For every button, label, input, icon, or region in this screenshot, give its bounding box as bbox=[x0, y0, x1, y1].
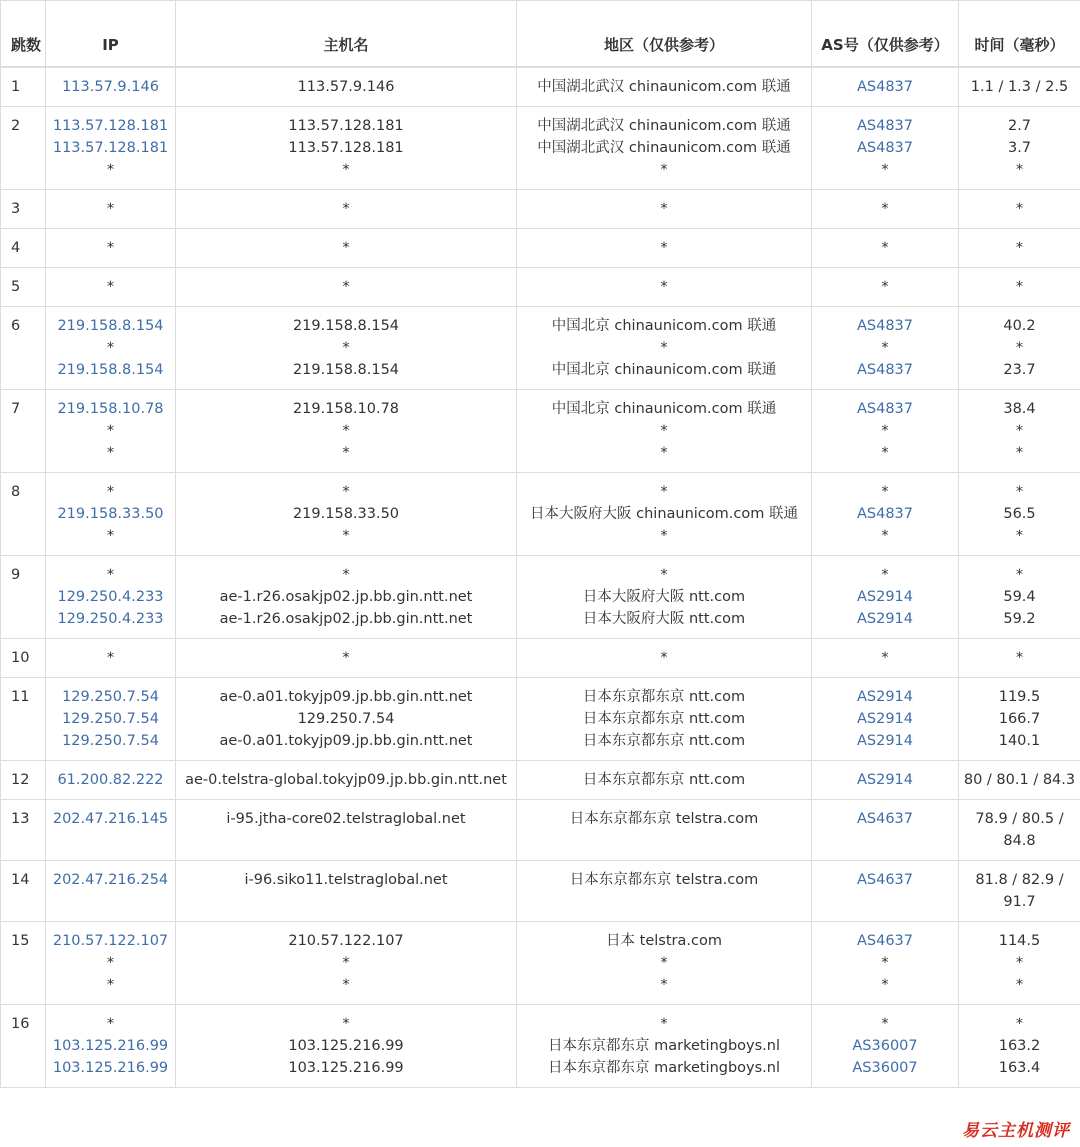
hop-number: 3 bbox=[1, 190, 46, 229]
hostname-cell bbox=[176, 473, 517, 556]
hop-number: 4 bbox=[1, 229, 46, 268]
cell-line: 219.158.33.50 bbox=[292, 506, 400, 522]
table-row bbox=[1, 268, 1080, 307]
time-cell bbox=[959, 556, 1080, 639]
hop-number: 16 bbox=[1, 1005, 46, 1088]
asn-link[interactable]: AS4637 bbox=[856, 811, 914, 827]
cell-line: * bbox=[660, 955, 668, 971]
cell-line: * bbox=[881, 240, 889, 256]
region-cell bbox=[517, 67, 812, 107]
cell-line: * bbox=[660, 201, 668, 217]
asn-link[interactable]: AS2914 bbox=[856, 611, 914, 627]
asn-cell bbox=[812, 639, 959, 678]
ip-cell bbox=[46, 473, 176, 556]
ip-cell bbox=[46, 229, 176, 268]
asn-cell bbox=[812, 473, 959, 556]
watermark-logo: 易云主机测评 bbox=[962, 1121, 1070, 1141]
time-cell bbox=[959, 268, 1080, 307]
ip-link[interactable]: 103.125.216.99 bbox=[52, 1060, 169, 1076]
hostname-cell bbox=[176, 800, 517, 861]
region-cell bbox=[517, 1005, 812, 1088]
asn-link[interactable]: AS2914 bbox=[856, 772, 914, 788]
ip-cell bbox=[46, 639, 176, 678]
ip-link[interactable]: 219.158.8.154 bbox=[57, 362, 164, 378]
hostname-cell bbox=[176, 761, 517, 800]
cell-line: * bbox=[106, 340, 115, 356]
asn-cell bbox=[812, 107, 959, 190]
cell-line: * bbox=[881, 445, 889, 461]
table-body bbox=[1, 67, 1080, 1088]
cell-line: 129.250.7.54 bbox=[297, 711, 395, 727]
cell-line: * bbox=[106, 528, 115, 544]
cell-line: * bbox=[660, 1016, 668, 1032]
cell-line: * bbox=[1015, 340, 1024, 356]
time-cell bbox=[959, 229, 1080, 268]
cell-line: * bbox=[106, 162, 115, 178]
cell-line: * bbox=[1015, 977, 1024, 993]
asn-link[interactable]: AS4837 bbox=[856, 318, 914, 334]
cell-line: 日本东京都东京 telstra.com bbox=[569, 811, 759, 827]
header-time: 时间（毫秒） bbox=[959, 1, 1080, 68]
region-cell bbox=[517, 678, 812, 761]
cell-line: 40.2 bbox=[1003, 318, 1036, 334]
cell-line: 59.4 bbox=[1003, 589, 1036, 605]
cell-line: ae-1.r26.osakjp02.jp.bb.gin.ntt.net bbox=[219, 589, 473, 605]
cell-line: * bbox=[106, 650, 115, 666]
cell-line: 219.158.8.154 bbox=[292, 318, 400, 334]
time-cell bbox=[959, 473, 1080, 556]
hostname-cell bbox=[176, 861, 517, 922]
asn-cell bbox=[812, 190, 959, 229]
cell-line: * bbox=[881, 955, 889, 971]
hop-number: 12 bbox=[1, 761, 46, 800]
cell-line: * bbox=[342, 445, 350, 461]
ip-link[interactable]: 219.158.10.78 bbox=[57, 401, 164, 417]
cell-line: 日本大阪府大阪 ntt.com bbox=[582, 611, 746, 627]
ip-link[interactable]: 202.47.216.254 bbox=[52, 872, 169, 888]
region-cell bbox=[517, 190, 812, 229]
asn-link[interactable]: AS36007 bbox=[852, 1038, 918, 1054]
cell-line: 日本大阪府大阪 ntt.com bbox=[582, 589, 746, 605]
header-hostname: 主机名 bbox=[176, 1, 517, 68]
cell-line: 113.57.9.146 bbox=[297, 79, 395, 95]
asn-cell bbox=[812, 761, 959, 800]
hostname-cell bbox=[176, 307, 517, 390]
ip-link[interactable]: 113.57.128.181 bbox=[52, 140, 169, 156]
time-cell bbox=[959, 678, 1080, 761]
ip-link[interactable]: 202.47.216.145 bbox=[52, 811, 169, 827]
ip-cell bbox=[46, 390, 176, 473]
cell-line: * bbox=[342, 650, 350, 666]
cell-line: * bbox=[881, 201, 889, 217]
cell-line: 日本东京都东京 marketingboys.nl bbox=[547, 1060, 781, 1076]
hostname-cell bbox=[176, 229, 517, 268]
cell-line: * bbox=[342, 279, 350, 295]
cell-line: * bbox=[342, 240, 350, 256]
cell-line: 219.158.10.78 bbox=[292, 401, 400, 417]
cell-line: 163.4 bbox=[998, 1060, 1041, 1076]
cell-line: * bbox=[660, 423, 668, 439]
asn-link[interactable]: AS2914 bbox=[856, 589, 914, 605]
cell-line: 日本大阪府大阪 chinaunicom.com 联通 bbox=[530, 506, 798, 522]
cell-line: * bbox=[106, 240, 115, 256]
hostname-cell bbox=[176, 268, 517, 307]
header-region: 地区（仅供参考） bbox=[517, 1, 812, 68]
ip-cell bbox=[46, 67, 176, 107]
cell-line: * bbox=[881, 340, 889, 356]
ip-link[interactable]: 113.57.128.181 bbox=[52, 118, 169, 134]
table-row bbox=[1, 473, 1080, 556]
asn-cell bbox=[812, 229, 959, 268]
cell-line: * bbox=[1015, 484, 1024, 500]
cell-line: * bbox=[1015, 528, 1024, 544]
table-row bbox=[1, 390, 1080, 473]
hop-number: 13 bbox=[1, 800, 46, 861]
hop-number: 8 bbox=[1, 473, 46, 556]
ip-cell bbox=[46, 922, 176, 1005]
ip-link[interactable]: 103.125.216.99 bbox=[52, 1038, 169, 1054]
table-row bbox=[1, 861, 1080, 922]
cell-line: 中国北京 chinaunicom.com 联通 bbox=[551, 362, 777, 378]
table-row bbox=[1, 678, 1080, 761]
cell-line: 日本东京都东京 ntt.com bbox=[582, 711, 746, 727]
region-cell bbox=[517, 922, 812, 1005]
asn-cell bbox=[812, 678, 959, 761]
cell-line: * bbox=[1015, 650, 1024, 666]
cell-line: ae-0.telstra-global.tokyjp09.jp.bb.gin.ntt.net bbox=[185, 772, 507, 788]
cell-line: 日本 telstra.com bbox=[606, 933, 722, 949]
table-row bbox=[1, 307, 1080, 390]
cell-line: * bbox=[342, 201, 350, 217]
cell-line: 23.7 bbox=[1003, 362, 1036, 378]
cell-line: * bbox=[342, 484, 350, 500]
asn-link[interactable]: AS4837 bbox=[856, 401, 914, 417]
hostname-cell bbox=[176, 556, 517, 639]
header-ip: IP bbox=[46, 1, 176, 68]
time-cell bbox=[959, 761, 1080, 800]
time-cell bbox=[959, 390, 1080, 473]
cell-line: * bbox=[660, 240, 668, 256]
table-row bbox=[1, 639, 1080, 678]
cell-line: * bbox=[881, 650, 889, 666]
time-cell bbox=[959, 861, 1080, 922]
region-cell bbox=[517, 761, 812, 800]
ip-link[interactable]: 129.250.7.54 bbox=[62, 711, 159, 727]
cell-line: 日本东京都东京 telstra.com bbox=[569, 872, 759, 888]
ip-cell bbox=[46, 190, 176, 229]
region-cell bbox=[517, 556, 812, 639]
ip-link[interactable]: 129.250.4.233 bbox=[57, 611, 164, 627]
table-row bbox=[1, 107, 1080, 190]
cell-line: 1.1 / 1.3 / 2.5 bbox=[970, 79, 1069, 95]
ip-cell bbox=[46, 761, 176, 800]
region-cell bbox=[517, 639, 812, 678]
table-row bbox=[1, 190, 1080, 229]
cell-line: * bbox=[106, 567, 115, 583]
cell-line: * bbox=[1015, 201, 1024, 217]
cell-line: 日本东京都东京 ntt.com bbox=[582, 772, 746, 788]
cell-line: * bbox=[881, 162, 889, 178]
asn-link[interactable]: AS36007 bbox=[852, 1060, 918, 1076]
hop-number: 15 bbox=[1, 922, 46, 1005]
cell-line: * bbox=[1015, 240, 1024, 256]
asn-link[interactable]: AS4637 bbox=[856, 933, 914, 949]
cell-line: 2.7 bbox=[1007, 118, 1032, 134]
region-cell bbox=[517, 107, 812, 190]
asn-link[interactable]: AS4637 bbox=[856, 872, 914, 888]
asn-cell bbox=[812, 67, 959, 107]
asn-cell bbox=[812, 1005, 959, 1088]
cell-line: 80 / 80.1 / 84.3 bbox=[963, 772, 1076, 788]
hop-number: 6 bbox=[1, 307, 46, 390]
cell-line: 119.5 bbox=[998, 689, 1041, 705]
cell-line: 219.158.8.154 bbox=[292, 362, 400, 378]
region-cell bbox=[517, 307, 812, 390]
cell-line: 81.8 / 82.9 / 91.7 bbox=[975, 872, 1064, 910]
cell-line: 103.125.216.99 bbox=[288, 1038, 404, 1054]
ip-cell bbox=[46, 678, 176, 761]
cell-line: 166.7 bbox=[998, 711, 1041, 727]
cell-line: 59.2 bbox=[1003, 611, 1036, 627]
asn-cell bbox=[812, 861, 959, 922]
cell-line: * bbox=[106, 201, 115, 217]
hop-number: 1 bbox=[1, 67, 46, 107]
cell-line: 日本东京都东京 ntt.com bbox=[582, 733, 746, 749]
table-header bbox=[1, 1, 1080, 68]
asn-cell bbox=[812, 922, 959, 1005]
cell-line: * bbox=[881, 423, 889, 439]
hop-number: 11 bbox=[1, 678, 46, 761]
cell-line: * bbox=[342, 340, 350, 356]
asn-cell bbox=[812, 268, 959, 307]
table-row bbox=[1, 922, 1080, 1005]
ip-link[interactable]: 129.250.7.54 bbox=[62, 733, 159, 749]
ip-link[interactable]: 129.250.4.233 bbox=[57, 589, 164, 605]
region-cell bbox=[517, 268, 812, 307]
ip-link[interactable]: 129.250.7.54 bbox=[62, 689, 159, 705]
hop-number: 10 bbox=[1, 639, 46, 678]
cell-line: * bbox=[660, 162, 668, 178]
hostname-cell bbox=[176, 67, 517, 107]
cell-line: ae-0.a01.tokyjp09.jp.bb.gin.ntt.net bbox=[219, 689, 473, 705]
hostname-cell bbox=[176, 390, 517, 473]
hostname-cell bbox=[176, 190, 517, 229]
cell-line: 中国湖北武汉 chinaunicom.com 联通 bbox=[537, 140, 791, 156]
cell-line: * bbox=[106, 423, 115, 439]
cell-line: * bbox=[1015, 445, 1024, 461]
cell-line: i-95.jtha-core02.telstraglobal.net bbox=[226, 811, 466, 827]
cell-line: 中国湖北武汉 chinaunicom.com 联通 bbox=[537, 79, 791, 95]
cell-line: * bbox=[881, 1016, 889, 1032]
cell-line: * bbox=[1015, 423, 1024, 439]
cell-line: * bbox=[881, 567, 889, 583]
cell-line: * bbox=[106, 445, 115, 461]
cell-line: * bbox=[881, 977, 889, 993]
hostname-cell bbox=[176, 107, 517, 190]
region-cell bbox=[517, 229, 812, 268]
cell-line: * bbox=[881, 484, 889, 500]
cell-line: * bbox=[106, 279, 115, 295]
cell-line: * bbox=[660, 650, 668, 666]
hostname-cell bbox=[176, 678, 517, 761]
ip-cell bbox=[46, 1005, 176, 1088]
cell-line: * bbox=[881, 279, 889, 295]
cell-line: ae-1.r26.osakjp02.jp.bb.gin.ntt.net bbox=[219, 611, 473, 627]
hostname-cell bbox=[176, 1005, 517, 1088]
ip-link[interactable]: 210.57.122.107 bbox=[52, 933, 169, 949]
asn-link[interactable]: AS4837 bbox=[856, 79, 914, 95]
asn-cell bbox=[812, 390, 959, 473]
cell-line: * bbox=[1015, 162, 1024, 178]
cell-line: 103.125.216.99 bbox=[288, 1060, 404, 1076]
cell-line: * bbox=[342, 567, 350, 583]
cell-line: * bbox=[660, 340, 668, 356]
cell-line: * bbox=[106, 977, 115, 993]
cell-line: 日本东京都东京 ntt.com bbox=[582, 689, 746, 705]
asn-link[interactable]: AS2914 bbox=[856, 733, 914, 749]
asn-link[interactable]: AS4837 bbox=[856, 118, 914, 134]
cell-line: * bbox=[342, 528, 350, 544]
cell-line: * bbox=[1015, 279, 1024, 295]
ip-link[interactable]: 219.158.8.154 bbox=[57, 318, 164, 334]
cell-line: * bbox=[106, 955, 115, 971]
cell-line: 210.57.122.107 bbox=[288, 933, 404, 949]
time-cell bbox=[959, 639, 1080, 678]
table-row bbox=[1, 800, 1080, 861]
asn-link[interactable]: AS4837 bbox=[856, 362, 914, 378]
asn-link[interactable]: AS2914 bbox=[856, 689, 914, 705]
table-row bbox=[1, 67, 1080, 107]
hop-number: 2 bbox=[1, 107, 46, 190]
cell-line: 中国北京 chinaunicom.com 联通 bbox=[551, 401, 777, 417]
cell-line: * bbox=[342, 423, 350, 439]
cell-line: i-96.siko11.telstraglobal.net bbox=[244, 872, 448, 888]
cell-line: * bbox=[660, 445, 668, 461]
hop-number: 9 bbox=[1, 556, 46, 639]
cell-line: * bbox=[106, 484, 115, 500]
cell-line: 中国湖北武汉 chinaunicom.com 联通 bbox=[537, 118, 791, 134]
asn-cell bbox=[812, 800, 959, 861]
region-cell bbox=[517, 473, 812, 556]
cell-line: * bbox=[1015, 1016, 1024, 1032]
time-cell bbox=[959, 307, 1080, 390]
table-row bbox=[1, 1005, 1080, 1088]
table-row bbox=[1, 556, 1080, 639]
cell-line: * bbox=[660, 484, 668, 500]
ip-link[interactable]: 113.57.9.146 bbox=[62, 79, 159, 95]
cell-line: * bbox=[1015, 955, 1024, 971]
cell-line: * bbox=[660, 977, 668, 993]
hop-number: 5 bbox=[1, 268, 46, 307]
cell-line: * bbox=[106, 1016, 115, 1032]
cell-line: 113.57.128.181 bbox=[288, 140, 404, 156]
hop-number: 14 bbox=[1, 861, 46, 922]
cell-line: 56.5 bbox=[1003, 506, 1036, 522]
asn-cell bbox=[812, 307, 959, 390]
time-cell bbox=[959, 800, 1080, 861]
cell-line: * bbox=[660, 567, 668, 583]
cell-line: 114.5 bbox=[998, 933, 1041, 949]
time-cell bbox=[959, 107, 1080, 190]
cell-line: * bbox=[881, 528, 889, 544]
cell-line: 78.9 / 80.5 / 84.8 bbox=[975, 811, 1064, 849]
ip-cell bbox=[46, 556, 176, 639]
cell-line: * bbox=[342, 1016, 350, 1032]
ip-cell bbox=[46, 268, 176, 307]
cell-line: * bbox=[342, 955, 350, 971]
ip-cell bbox=[46, 861, 176, 922]
region-cell bbox=[517, 861, 812, 922]
table-row bbox=[1, 229, 1080, 268]
region-cell bbox=[517, 390, 812, 473]
ip-cell bbox=[46, 107, 176, 190]
ip-link[interactable]: 219.158.33.50 bbox=[57, 506, 164, 522]
cell-line: 113.57.128.181 bbox=[288, 118, 404, 134]
cell-line: 38.4 bbox=[1003, 401, 1036, 417]
time-cell bbox=[959, 1005, 1080, 1088]
asn-cell bbox=[812, 556, 959, 639]
asn-link[interactable]: AS2914 bbox=[856, 711, 914, 727]
cell-line: * bbox=[660, 528, 668, 544]
cell-line: 163.2 bbox=[998, 1038, 1041, 1054]
cell-line: 中国北京 chinaunicom.com 联通 bbox=[551, 318, 777, 334]
time-cell bbox=[959, 67, 1080, 107]
cell-line: * bbox=[342, 977, 350, 993]
hop-number: 7 bbox=[1, 390, 46, 473]
header-hop: 跳数 bbox=[1, 1, 46, 68]
cell-line: * bbox=[660, 279, 668, 295]
hostname-cell bbox=[176, 639, 517, 678]
hostname-cell bbox=[176, 922, 517, 1005]
cell-line: * bbox=[1015, 567, 1024, 583]
ip-link[interactable]: 61.200.82.222 bbox=[57, 772, 164, 788]
ip-cell bbox=[46, 800, 176, 861]
cell-line: 日本东京都东京 marketingboys.nl bbox=[547, 1038, 781, 1054]
time-cell bbox=[959, 922, 1080, 1005]
time-cell bbox=[959, 190, 1080, 229]
ip-cell bbox=[46, 307, 176, 390]
region-cell bbox=[517, 800, 812, 861]
cell-line: 140.1 bbox=[998, 733, 1041, 749]
header-asn: AS号（仅供参考） bbox=[812, 1, 959, 68]
asn-link[interactable]: AS4837 bbox=[856, 140, 914, 156]
cell-line: ae-0.a01.tokyjp09.jp.bb.gin.ntt.net bbox=[219, 733, 473, 749]
asn-link[interactable]: AS4837 bbox=[856, 506, 914, 522]
table-row bbox=[1, 761, 1080, 800]
cell-line: * bbox=[342, 162, 350, 178]
cell-line: 3.7 bbox=[1007, 140, 1032, 156]
